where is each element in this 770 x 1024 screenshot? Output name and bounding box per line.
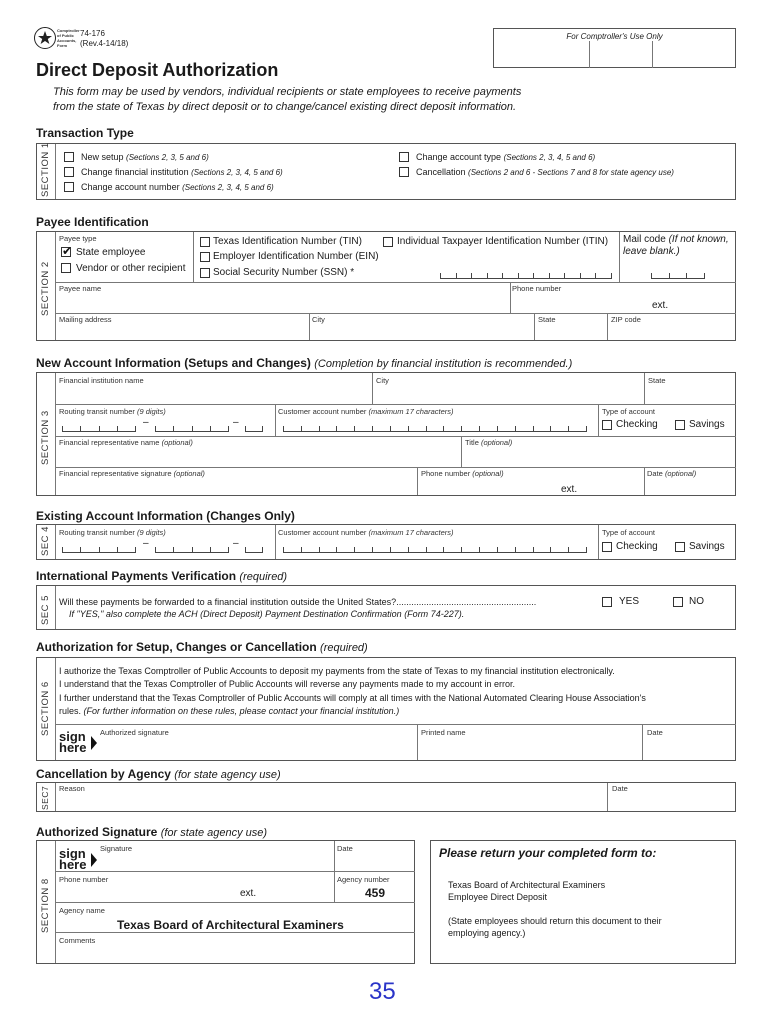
new-routing-dash-1: –: [143, 417, 149, 428]
international-no-label: NO: [689, 596, 704, 607]
agency-name-label: Agency name: [59, 906, 105, 915]
agency-signature-input[interactable]: [98, 852, 330, 869]
new-checking-label: Checking: [616, 419, 658, 430]
page-title: Direct Deposit Authorization: [36, 60, 279, 80]
page-number: 35: [369, 978, 396, 1005]
rep-date-label: Date (optional): [647, 469, 697, 478]
payee-type-label: Payee type: [59, 234, 97, 243]
old-checking-checkbox[interactable]: [602, 542, 612, 552]
international-question: Will these payments be forwarded to a financial institution outside the United States?........................................................: [59, 597, 537, 607]
ein-checkbox[interactable]: [200, 252, 210, 262]
old-type-label: Type of account: [602, 528, 655, 537]
international-note: If "YES," also complete the ACH (Direct Deposit) Payment Destination Confirmation (Form 74-227).: [69, 609, 465, 619]
new-account-input[interactable]: [283, 425, 587, 432]
old-account-label: Customer account number (maximum 17 characters): [278, 528, 454, 537]
auth-date-label: Date: [647, 728, 663, 737]
new-checking-checkbox[interactable]: [602, 420, 612, 430]
payee-name-label: Payee name: [59, 284, 102, 293]
payee-city-label: City: [312, 315, 325, 324]
agency-number-value: 459: [365, 886, 386, 900]
office-use-label: For Comptroller's Use Only: [566, 32, 663, 41]
cancellation-label: Cancellation (Sections 2 and 6 - Sections 7 and 8 for state agency use): [416, 167, 674, 177]
section8-heading: Authorized Signature (for state agency use): [36, 825, 268, 839]
new-routing-dash-2: –: [233, 417, 239, 428]
payee-ext-label: ext.: [652, 300, 669, 311]
section4-heading: Existing Account Information (Changes Only): [36, 509, 295, 523]
new-savings-label: Savings: [689, 419, 725, 430]
new-savings-checkbox[interactable]: [675, 420, 685, 430]
international-yes-label: YES: [619, 596, 640, 607]
cancellation-checkbox[interactable]: [399, 167, 409, 177]
printed-name-label: Printed name: [421, 728, 466, 737]
return-note-1: (State employees should return this document to their: [448, 916, 662, 926]
section7-heading: Cancellation by Agency (for state agency use): [36, 767, 281, 781]
tin-label: Texas Identification Number (TIN): [213, 236, 362, 247]
agency-date-label: Date: [337, 844, 353, 853]
old-routing-dash-1: –: [143, 538, 149, 549]
cancel-date-label: Date: [612, 784, 628, 793]
rep-signature-label: Financial representative signature (optional): [59, 469, 205, 478]
ein-label: Employer Identification Number (EIN): [213, 251, 379, 262]
auth-line-2: I understand that the Texas Comptroller of Public Accounts will reverse any payments made to my account in error.: [59, 679, 516, 689]
itin-label: Individual Taxpayer Identification Number (ITIN): [397, 236, 609, 247]
change-account-type-checkbox[interactable]: [399, 152, 409, 162]
rep-phone-label: Phone number (optional): [421, 469, 504, 478]
agency-ext-label: ext.: [240, 888, 257, 899]
agency-name-value: Texas Board of Architectural Examiners: [117, 918, 344, 932]
ssn-checkbox[interactable]: [200, 268, 210, 278]
id-number-input[interactable]: [440, 272, 612, 279]
mail-code-label: Mail code (If not known, leave blank.): [623, 234, 729, 257]
intro-line-1: This form may be used by vendors, individual recipients or state employees to receive payments: [53, 86, 522, 98]
return-note-2: employing agency.): [448, 928, 526, 938]
old-routing-part2[interactable]: [155, 546, 229, 553]
old-account-input[interactable]: [283, 546, 587, 553]
old-routing-dash-2: –: [233, 538, 239, 549]
section6-heading: Authorization for Setup, Changes or Cancellation (required): [36, 640, 368, 654]
vendor-label: Vendor or other recipient: [76, 263, 186, 274]
return-title: Please return your completed form to:: [439, 846, 657, 860]
state-employee-checkbox[interactable]: [61, 247, 71, 257]
change-account-number-checkbox[interactable]: [64, 182, 74, 192]
change-account-type-label: Change account type (Sections 2, 3, 4, 5 and 6): [416, 152, 596, 162]
auth-line-3: I further understand that the Texas Comptroller of Public Accounts will comply at all times with the National Automated Clearing House Association's: [59, 693, 646, 703]
section3-heading: New Account Information (Setups and Changes) (Completion by financial institution is recommended.): [36, 356, 573, 370]
new-account-label: Customer account number (maximum 17 characters): [278, 407, 454, 416]
new-routing-label: Routing transit number (9 digits): [59, 407, 166, 416]
old-checking-label: Checking: [616, 541, 658, 552]
section1-heading: Transaction Type: [36, 126, 134, 140]
payee-name-input[interactable]: [56, 294, 508, 311]
itin-checkbox[interactable]: [383, 237, 393, 247]
section5-side-label: SEC 5: [40, 595, 51, 625]
payee-zip-label: ZIP code: [611, 315, 641, 324]
form-number: 74-176: [80, 29, 105, 38]
old-routing-label: Routing transit number (9 digits): [59, 528, 166, 537]
payee-phone-label: Phone number: [512, 284, 562, 293]
new-setup-checkbox[interactable]: [64, 152, 74, 162]
old-routing-part1[interactable]: [62, 546, 136, 553]
change-fi-checkbox[interactable]: [64, 167, 74, 177]
intro-line-2: from the state of Texas by direct deposit or to change/cancel existing direct deposit information.: [53, 101, 517, 113]
state-employee-label: State employee: [76, 247, 146, 258]
section1-side-label: SECTION 1: [40, 142, 51, 197]
fi-name-label: Financial institution name: [59, 376, 144, 385]
mailing-address-label: Mailing address: [59, 315, 112, 324]
new-routing-part2[interactable]: [155, 425, 229, 432]
auth-signature-input[interactable]: [98, 738, 414, 758]
section6-side-label: SECTION 6: [40, 681, 51, 736]
return-line-1: Texas Board of Architectural Examiners: [448, 880, 606, 890]
mail-code-input[interactable]: [651, 272, 705, 279]
agency-number-label: Agency number: [337, 875, 390, 884]
star-icon: [35, 28, 55, 48]
form-revision: (Rev.4-14/18): [80, 39, 129, 48]
change-fi-label: Change financial institution (Sections 2, 3, 4, 5 and 6): [81, 167, 283, 177]
section8-side-label: SECTION 8: [40, 878, 51, 933]
new-routing-part3[interactable]: [245, 425, 263, 432]
section5-box: [36, 585, 736, 630]
return-line-2: Employee Direct Deposit: [448, 892, 548, 902]
old-savings-checkbox[interactable]: [675, 542, 685, 552]
auth-signature-label: Authorized signature: [100, 728, 169, 737]
rep-name-label: Financial representative name (optional): [59, 438, 193, 447]
new-setup-label: New setup (Sections 2, 3, 5 and 6): [81, 152, 209, 162]
agency-sign-here-arrow-icon: sign here: [59, 846, 87, 872]
rep-title-label: Title (optional): [465, 438, 513, 447]
new-type-label: Type of account: [602, 407, 655, 416]
international-no-checkbox[interactable]: [673, 597, 683, 607]
old-savings-label: Savings: [689, 541, 725, 552]
comments-label: Comments: [59, 936, 96, 945]
fi-city-label: City: [376, 376, 389, 385]
section2-side-label: SECTION 2: [40, 261, 51, 316]
tin-checkbox[interactable]: [200, 237, 210, 247]
auth-line-1: I authorize the Texas Comptroller of Public Accounts to deposit my payments from the state of Texas to my financial institution electronically.: [59, 666, 615, 676]
section5-heading: International Payments Verification (required): [36, 569, 288, 583]
section2-heading: Payee Identification: [36, 215, 149, 229]
seal-text: Comptroller of Public Accounts, Form: [57, 28, 80, 48]
international-yes-checkbox[interactable]: [602, 597, 612, 607]
ssn-label: Social Security Number (SSN) *: [213, 267, 355, 278]
section4-side-label: SEC 4: [40, 526, 51, 556]
section3-side-label: SECTION 3: [40, 410, 51, 465]
fi-state-label: State: [648, 376, 666, 385]
agency-signature-label: Signature: [100, 844, 133, 853]
vendor-checkbox[interactable]: [61, 263, 71, 273]
sign-here-arrow-icon: sign here: [59, 729, 87, 755]
agency-phone-label: Phone number: [59, 875, 109, 884]
rep-ext-label: ext.: [561, 484, 578, 495]
new-routing-part1[interactable]: [62, 425, 136, 432]
comptroller-seal-logo: [34, 27, 56, 49]
auth-line-4: rules. (For further information on these rules, please contact your financial institution.): [59, 706, 400, 716]
old-routing-part3[interactable]: [245, 546, 263, 553]
comptroller-use-box: [493, 28, 736, 68]
section7-side-label: SEC7: [40, 785, 50, 810]
section7-box: [36, 782, 736, 812]
cancel-reason-label: Reason: [59, 784, 85, 793]
payee-state-label: State: [538, 315, 556, 324]
change-account-number-label: Change account number (Sections 2, 3, 4, 5 and 6): [81, 182, 274, 192]
